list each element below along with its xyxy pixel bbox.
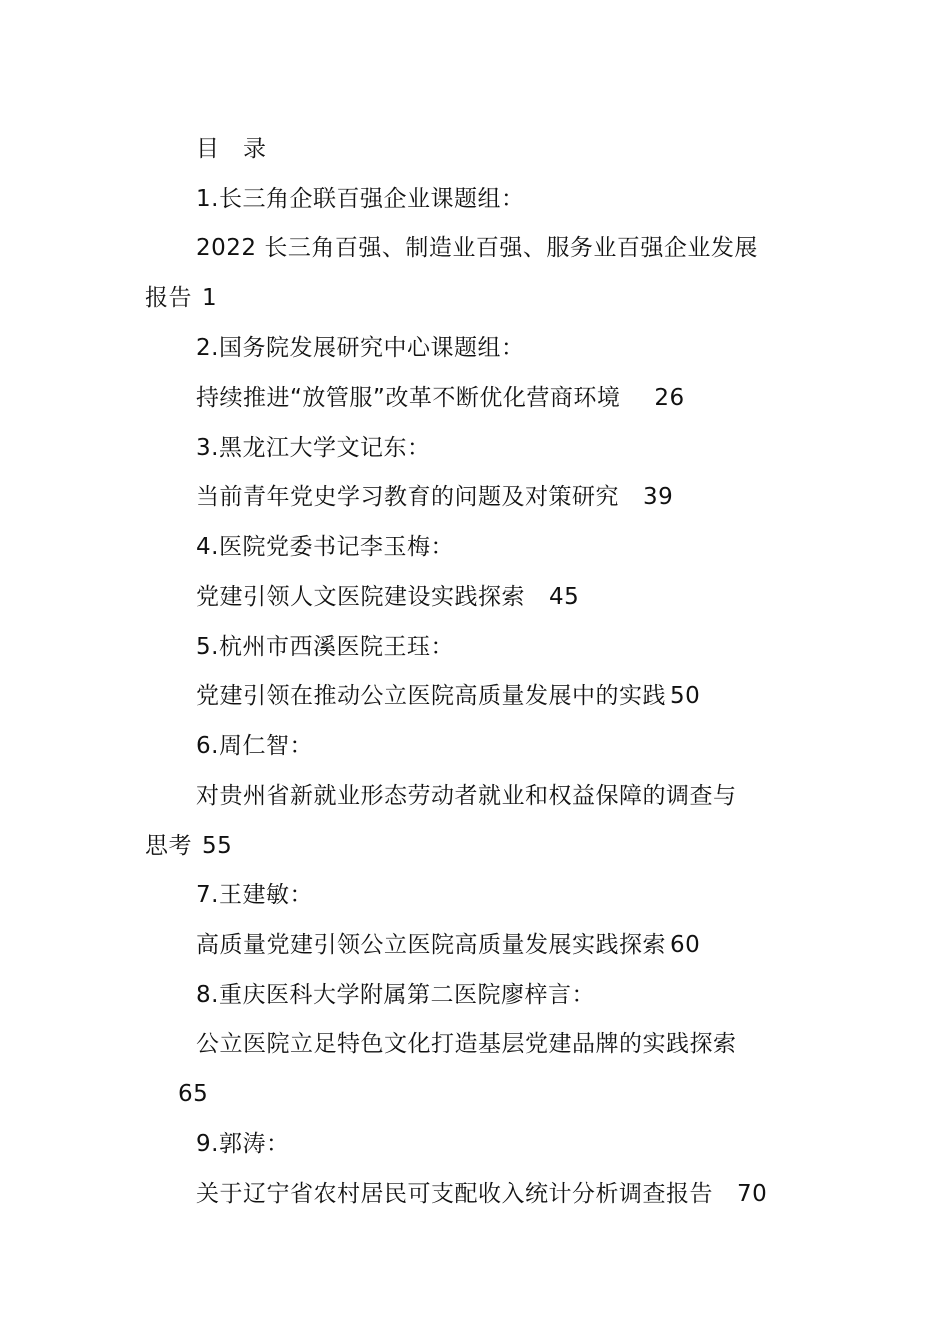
toc-entry-4-title-text: 党建引领人文医院建设实践探索 (196, 584, 525, 610)
toc-title-left: 目 (196, 136, 219, 162)
toc-entry-9-page: 70 (737, 1181, 768, 1207)
toc-entry-6-title-line2: 思考 (145, 833, 192, 859)
toc-entry-5-author: 5.杭州市西溪医院王珏： (196, 634, 454, 660)
toc-entry-3-author: 3.黑龙江大学文记东： (196, 435, 431, 461)
toc-entry-8-page: 65 (178, 1081, 209, 1107)
toc-entry-6-title-cont (145, 831, 232, 861)
toc-entry-8-author: 8.重庆医科大学附属第二医院廖梓言： (196, 982, 595, 1008)
toc-entry-1-title-line2: 报告 (145, 285, 192, 311)
toc-entry-4-page: 45 (549, 584, 580, 610)
toc-entry-7-author: 7.王建敏： (196, 882, 313, 908)
toc-entry-5-page: 50 (670, 683, 701, 709)
toc-title (196, 134, 266, 164)
toc-entry-2-page: 26 (654, 385, 685, 411)
toc-entry-9-title-text: 关于辽宁省农村居民可支配收入统计分析调查报告 (196, 1181, 713, 1207)
toc-entry-1-page: 1 (202, 285, 218, 311)
toc-entry-1-title: 2022 长三角百强、制造业百强、服务业百强企业发展 (196, 235, 758, 261)
toc-entry-8-title: 公立医院立足特色文化打造基层党建品牌的实践探索 (196, 1031, 737, 1057)
toc-entry-5-title (196, 681, 700, 711)
toc-entry-4-title (196, 582, 579, 612)
toc-entry-3-title-text: 当前青年党史学习教育的问题及对策研究 (196, 484, 619, 510)
toc-entry-1-title-cont (145, 283, 217, 313)
toc-entry-1-author: 1.长三角企联百强企业课题组： (196, 186, 525, 212)
toc-entry-3-title (196, 482, 673, 512)
toc-entry-2-title (196, 383, 685, 413)
toc-entry-7-page: 60 (670, 932, 701, 958)
toc-entry-2-title-text: 持续推进“放管服”改革不断优化营商环境 (196, 385, 621, 411)
toc-entry-4-author: 4.医院党委书记李玉梅： (196, 534, 454, 560)
toc-entry-3-page: 39 (643, 484, 674, 510)
toc-entry-2-author: 2.国务院发展研究中心课题组： (196, 335, 525, 361)
toc-entry-5-title-text: 党建引领在推动公立医院高质量发展中的实践 (196, 683, 666, 709)
toc-entry-7-title (196, 930, 700, 960)
toc-title-right: 录 (243, 136, 266, 162)
toc-entry-6-author: 6.周仁智： (196, 733, 313, 759)
toc-entry-9-author: 9.郭涛： (196, 1131, 290, 1157)
toc-entry-6-title: 对贵州省新就业形态劳动者就业和权益保障的调查与 (196, 783, 737, 809)
toc-entry-6-page: 55 (202, 833, 233, 859)
toc-entry-7-title-text: 高质量党建引领公立医院高质量发展实践探索 (196, 932, 666, 958)
toc-entry-9-title (196, 1179, 767, 1209)
